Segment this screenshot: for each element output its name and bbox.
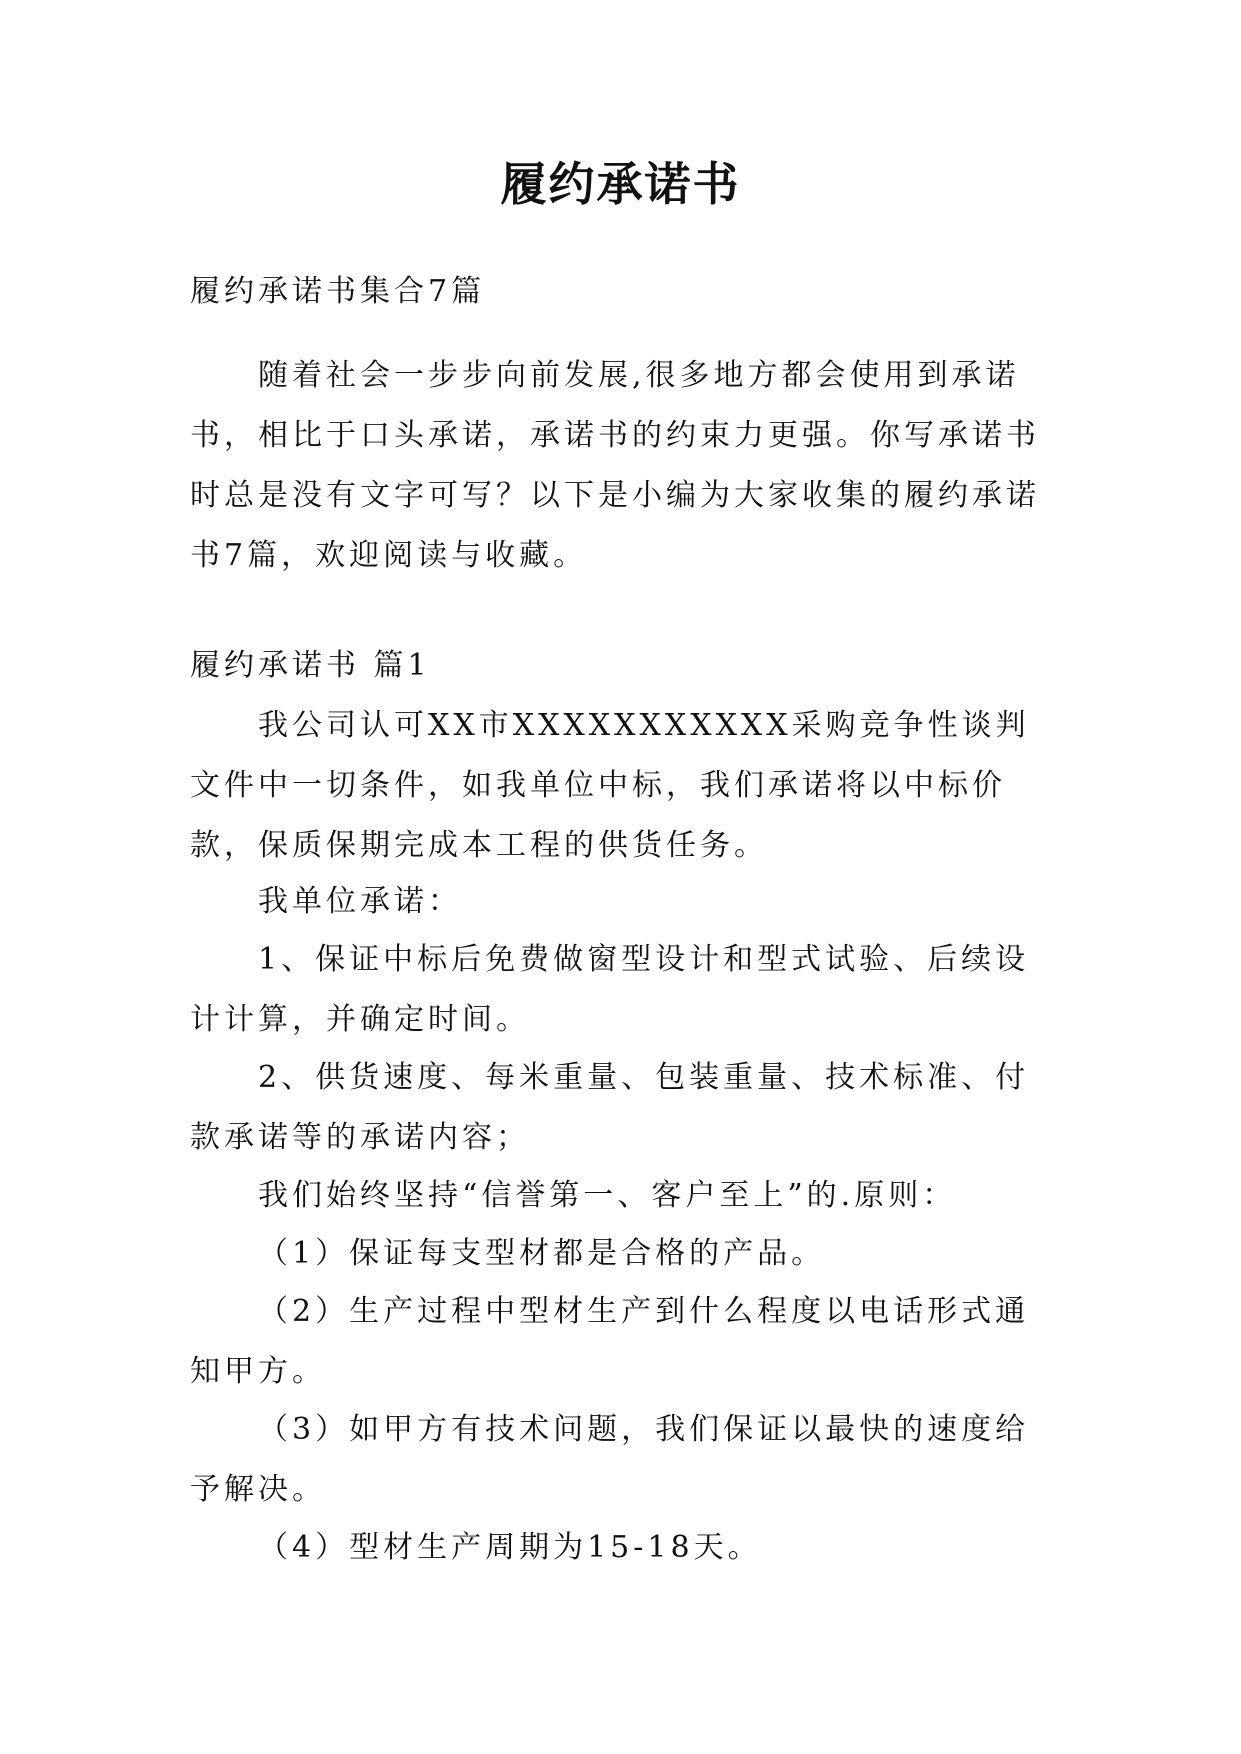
section-1-heading: 履约承诺书 篇1: [190, 648, 431, 683]
intro-paragraph: 随着社会一步步向前发展,很多地方都会使用到承诺书，相比于口头承诺，承诺书的约束力更强。你写承诺书时总是没有文字可写？以下是小编为大家收集的履约承诺书7篇，欢迎阅读与收藏。: [190, 358, 1040, 573]
section-1-principle: 我们始终坚持“信誉第一、客户至上”的.原则：: [258, 1178, 957, 1213]
section-1-subitem-3: （3）如甲方有技术问题，我们保证以最快的速度给予解决。: [190, 1412, 1030, 1507]
collection-heading: 履约承诺书集合7篇: [190, 274, 486, 309]
section-1-paragraph-2: 我单位承诺：: [258, 884, 462, 919]
document-title: 履约承诺书: [500, 157, 741, 211]
section-1-subitem-4: （4）型材生产周期为15-18天。: [258, 1530, 762, 1565]
section-1-item-1: 1、保证中标后免费做窗型设计和型式试验、后续设计计算，并确定时间。: [190, 942, 1030, 1037]
section-1-subitem-2: （2）生产过程中型材生产到什么程度以电话形式通知甲方。: [190, 1294, 1030, 1389]
section-1-subitem-1: （1）保证每支型材都是合格的产品。: [258, 1236, 826, 1271]
section-1-paragraph-1: 我公司认可XX市XXXXXXXXXXX采购竞争性谈判文件中一切条件，如我单位中标，我们承诺将以中标价款，保质保期完成本工程的供货任务。: [190, 708, 1030, 863]
section-1-item-2: 2、供货速度、每米重量、包装重量、技术标准、付款承诺等的承诺内容；: [190, 1060, 1030, 1155]
